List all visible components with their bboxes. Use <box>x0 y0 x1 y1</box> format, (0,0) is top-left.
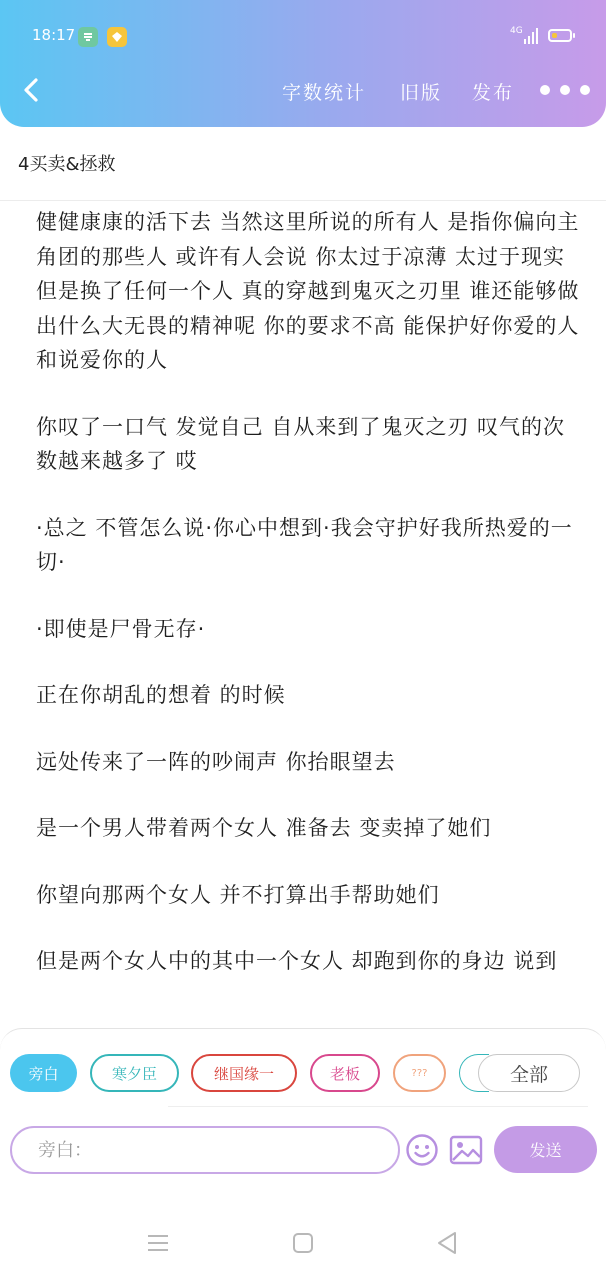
diamond-app-icon <box>107 27 127 47</box>
send-button[interactable]: 发送 <box>494 1126 597 1173</box>
story-content[interactable] <box>36 205 581 1025</box>
status-time: 18:17 <box>32 26 76 44</box>
all-roles-button[interactable]: 全部 <box>478 1054 580 1092</box>
paragraph: 你叹了一口气 发觉自己 自从来到了鬼灭之刃 叹气的次数越来越多了 哎 <box>36 414 566 473</box>
signal-icon <box>524 28 538 44</box>
image-icon[interactable] <box>449 1135 483 1165</box>
paragraph: 健健康康的活下去 当然这里所说的所有人 是指你偏向主角团的那些人 或许有人会说 你太过于凉薄 太过于现实 但是换了任何一个人 真的穿越到鬼灭之刃里 谁还能够做出什么大无畏的精神呢 你的要求不高 能保护好你爱的人 和说爱你的人 <box>36 210 580 372</box>
divider <box>168 1106 588 1107</box>
paragraph: ·总之 不管怎么说·你心中想到·我会守护好我所热爱的一切· <box>36 515 573 574</box>
paragraph: 但是两个女人中的其中一个女人 却跑到你的身边 说到 <box>36 949 558 973</box>
chapter-title[interactable]: 4买卖&拯救 <box>18 154 116 175</box>
paragraph: ·即使是尸骨无存· <box>36 616 206 641</box>
home-square-icon[interactable] <box>292 1232 314 1254</box>
more-dots-icon[interactable] <box>540 80 590 100</box>
message-input-container[interactable] <box>10 1126 400 1174</box>
paragraph: 你望向那两个女人 并不打算出手帮助她们 <box>36 882 440 907</box>
smiley-icon[interactable] <box>405 1133 439 1167</box>
dot <box>560 85 570 95</box>
battery-level <box>552 33 557 38</box>
publish-button[interactable]: 发布 <box>472 82 515 104</box>
chevron-left-icon[interactable] <box>18 76 46 104</box>
paragraph: 正在你胡乱的想着 的时候 <box>36 683 286 707</box>
app-notification-icon <box>78 27 98 47</box>
paragraph: 远处传来了一阵的吵闹声 你抬眼望去 <box>36 749 396 774</box>
role-chip-narrator[interactable]: 旁白 <box>10 1054 77 1092</box>
role-chip-hanxichen[interactable]: 寒夕臣 <box>90 1054 179 1092</box>
dot <box>580 85 590 95</box>
system-nav-bar <box>0 1178 606 1280</box>
back-triangle-icon[interactable] <box>435 1230 459 1256</box>
menu-lines-icon[interactable] <box>146 1232 170 1254</box>
app-header <box>0 0 606 127</box>
message-input[interactable] <box>36 1139 374 1162</box>
role-chip-jiguo-yuanyi[interactable]: 继国缘一 <box>191 1054 297 1092</box>
network-type: 4G <box>510 26 523 36</box>
battery-icon <box>548 29 572 42</box>
divider <box>0 200 606 201</box>
role-chip-unknown[interactable]: ??? <box>393 1054 446 1092</box>
role-chip-boss[interactable]: 老板 <box>310 1054 380 1092</box>
dot <box>540 85 550 95</box>
old-version-button[interactable]: 旧版 <box>400 82 443 104</box>
paragraph: 是一个男人带着两个女人 准备去 变卖掉了她们 <box>36 816 492 840</box>
word-count-button[interactable]: 字数统计 <box>282 82 367 104</box>
